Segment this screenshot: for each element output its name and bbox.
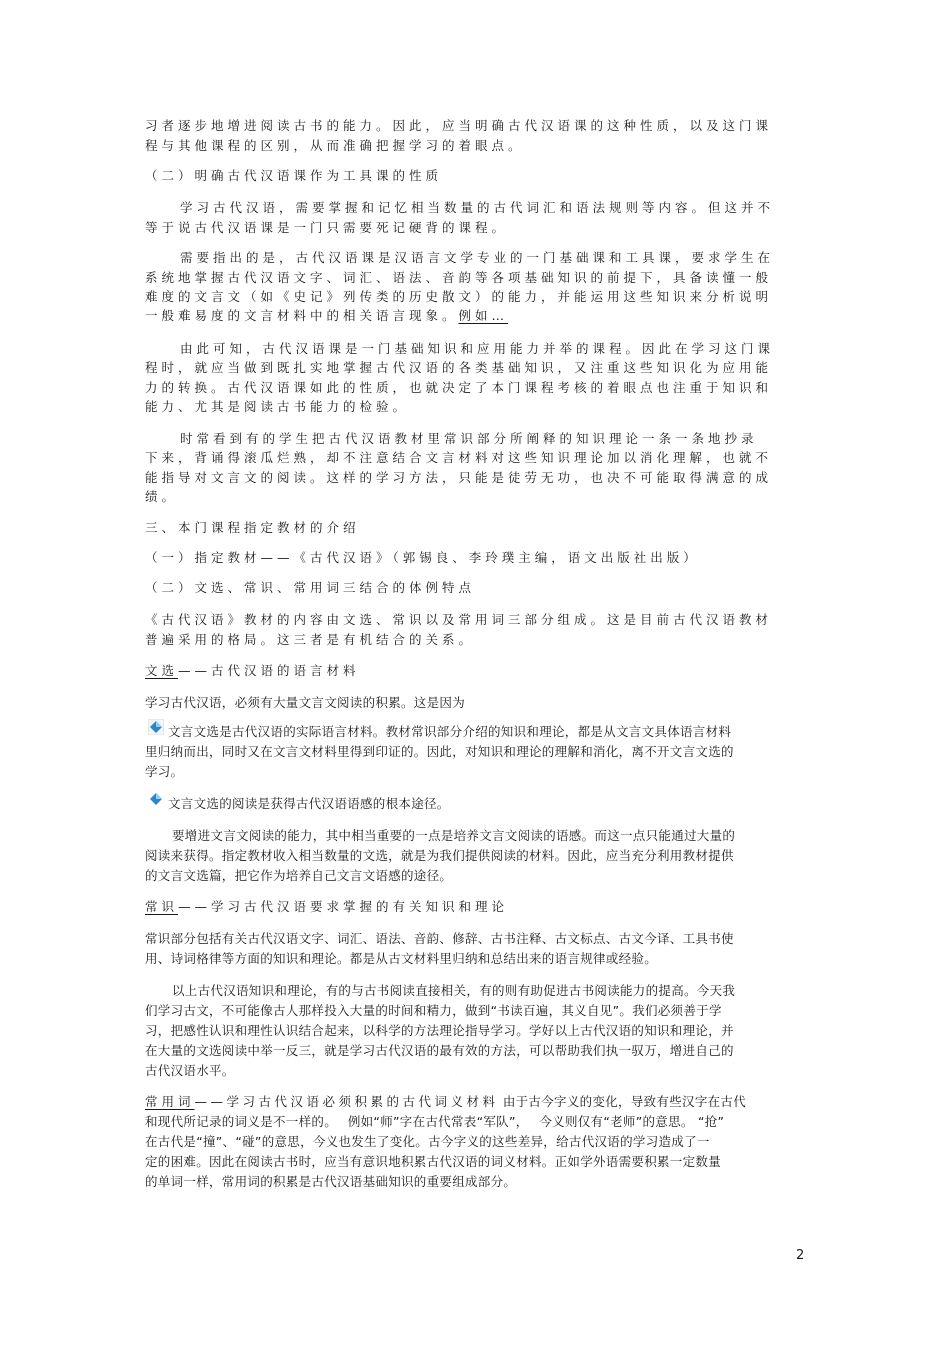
term-wenxuan: 文选 [145, 663, 179, 678]
text-line: 程与其他课程的区别，从而准确把握学习的着眼点。 [145, 138, 525, 153]
text-line: 普遍采用的格局。这三者是有机结合的关系。 [145, 632, 476, 647]
text-line: 文言文选是古代汉语的实际语言材料。教材常识部分介绍的知识和理论，都是从文言文具体语言材料 [168, 724, 732, 739]
section-heading: （二）文选、常识、常用词三结合的体例特点 [145, 580, 476, 595]
text-line: 学习古代汉语，需要掌握和记忆相当数量的古代词汇和语法规则等内容。但这并不 [180, 200, 775, 215]
text-line: 能指导对文言文的阅读。这样的学习方法，只能是徒劳无功，也决不可能取得满意的成 [145, 470, 773, 485]
page-number: 2 [796, 1248, 805, 1263]
text-line: 学习。 [145, 764, 184, 779]
text-line: 文言文选的阅读是获得古代汉语语感的根本途径。 [168, 796, 450, 811]
text-line: 绩。 [145, 489, 179, 504]
text-line: 程时，就应当做到既扎实地掌握古代汉语的各类基础知识，又注重这些知识化为应用能 [145, 360, 773, 375]
text-line: 习者逐步地增进阅读古书的能力。因此，应当明确古代汉语课的这种性质，以及这门课 [145, 118, 773, 133]
text-line: 们学习古文，不可能像古人那样投入大量的时间和精力，做到“书读百遍，其义自见”。我们必须善于学 [145, 1003, 722, 1018]
term-changyongci: 常用词 [145, 1094, 195, 1109]
text-line: 时常看到有的学生把古代汉语教材里常识部分所阐释的知识理论一条一条地抄录 [180, 431, 758, 446]
text-line: 常识部分包括有关古代汉语文字、词汇、语法、音韵、修辞、古书注释、古文标点、古文今译、工具书使 [145, 931, 734, 946]
text-line: 能力、尤其是阅读古书能力的检验。 [145, 399, 410, 414]
text-line: 里归纳而出，同时又在文言文材料里得到印证的。因此，对知识和理论的理解和消化，离不开文言文选的 [145, 744, 734, 759]
term-changshi: 常识 [145, 899, 179, 914]
section-heading: （一）指定教材——《古代汉语》（郭锡良、李玲璞主编，语文出版社出版） [145, 550, 700, 565]
text-line: 一般难易度的文言材料中的相关语言现象。例如… [145, 308, 509, 323]
text-line: 要增进文言文阅读的能力，其中相当重要的一点是培养文言文阅读的语感。而这一点只能通过大量的 [172, 828, 736, 843]
text-line: 《古代汉语》教材的内容由文选、常识以及常用词三部分组成。这是目前古代汉语教材 [145, 612, 773, 627]
text-line: 需要指出的是，古代汉语课是汉语言文学专业的一门基础课和工具课，要求学生在 [180, 250, 775, 265]
section-heading: 三、本门课程指定教材的介绍 [145, 520, 360, 535]
text-line: 用、诗词格律等方面的知识和理论。都是从古文材料里归纳和总结出来的语言规律或经验。 [145, 951, 658, 966]
text-line: 和现代所记录的词义是不一样的。 例如“师”字在古代常表“军队”， 今义则仅有“老师”的意思。 “抢” [145, 1114, 725, 1129]
text-line: 力的转换。古代汉语课如此的性质，也就决定了本门课程考核的着眼点也注重于知识和 [145, 380, 773, 395]
text-line: 习，把感性认识和理性认识结合起来，以科学的方法理论指导学习。学好以上古代汉语的知识和理论，并 [145, 1023, 734, 1038]
text-line: 难度的文言文（如《史记》列传类的历史散文）的能力，并能运用这些知识来分析说明 [145, 289, 773, 304]
example-link[interactable]: 例如… [458, 308, 509, 323]
subsection-heading: 常用词——学习古代汉语必须积累的古代词义材料 由于古今字义的变化，导致有些汉字在古代 [145, 1094, 747, 1109]
text-line: 由此可知，古代汉语课是一门基础知识和应用能力并举的课程。因此在学习这门课 [180, 341, 775, 356]
text-line: 以上古代汉语知识和理论，有的与古书阅读直接相关，有的则有助促进古书阅读能力的提高。今天我 [172, 983, 736, 998]
text-line: 古代汉语水平。 [145, 1063, 235, 1078]
section-heading: （二）明确古代汉语课作为工具课的性质 [145, 168, 443, 183]
subsection-heading: 文选——古代汉语的语言材料 [145, 663, 360, 678]
text-line: 阅读来获得。指定教材收入相当数量的文选，就是为我们提供阅读的材料。因此，应当充分利用教材提供 [145, 848, 734, 863]
text-line: 系统地掌握古代汉语文字、词汇、语法、音韵等各项基础知识的前提下，具备读懂一般 [145, 270, 773, 285]
text-line: 在古代是“撞”、“碰”的意思，今义也发生了变化。古今字义的这些差异，给古代汉语的学习造成了一 [145, 1134, 710, 1149]
text-line: 定的困难。因此在阅读古书时，应当有意识地积累古代汉语的词义材料。正如学外语需要积累一定数量 [145, 1154, 722, 1169]
diamond-bullet-icon [148, 719, 164, 735]
text-line: 的单词一样，常用词的积累是古代汉语基础知识的重要组成部分。 [145, 1174, 517, 1189]
subsection-heading: 常识——学习古代汉语要求掌握的有关知识和理论 [145, 899, 509, 914]
text-line: 等于说古代汉语课是一门只需要死记硬背的课程。 [145, 220, 509, 235]
text-line: 下来，背诵得滚瓜烂熟，却不注意结合文言材料对这些知识理论加以消化理解，也就不 [145, 450, 773, 465]
diamond-bullet-icon [148, 791, 164, 807]
text-line: 学习古代汉语，必须有大量文言文阅读的积累。这是因为 [145, 695, 466, 710]
text-line: 在大量的文选阅读中举一反三，就是学习古代汉语的最有效的方法，可以帮助我们执一驭万，增进自己的 [145, 1043, 734, 1058]
text-line: 的文言文选篇，把它作为培养自己文言文语感的途径。 [145, 868, 453, 883]
